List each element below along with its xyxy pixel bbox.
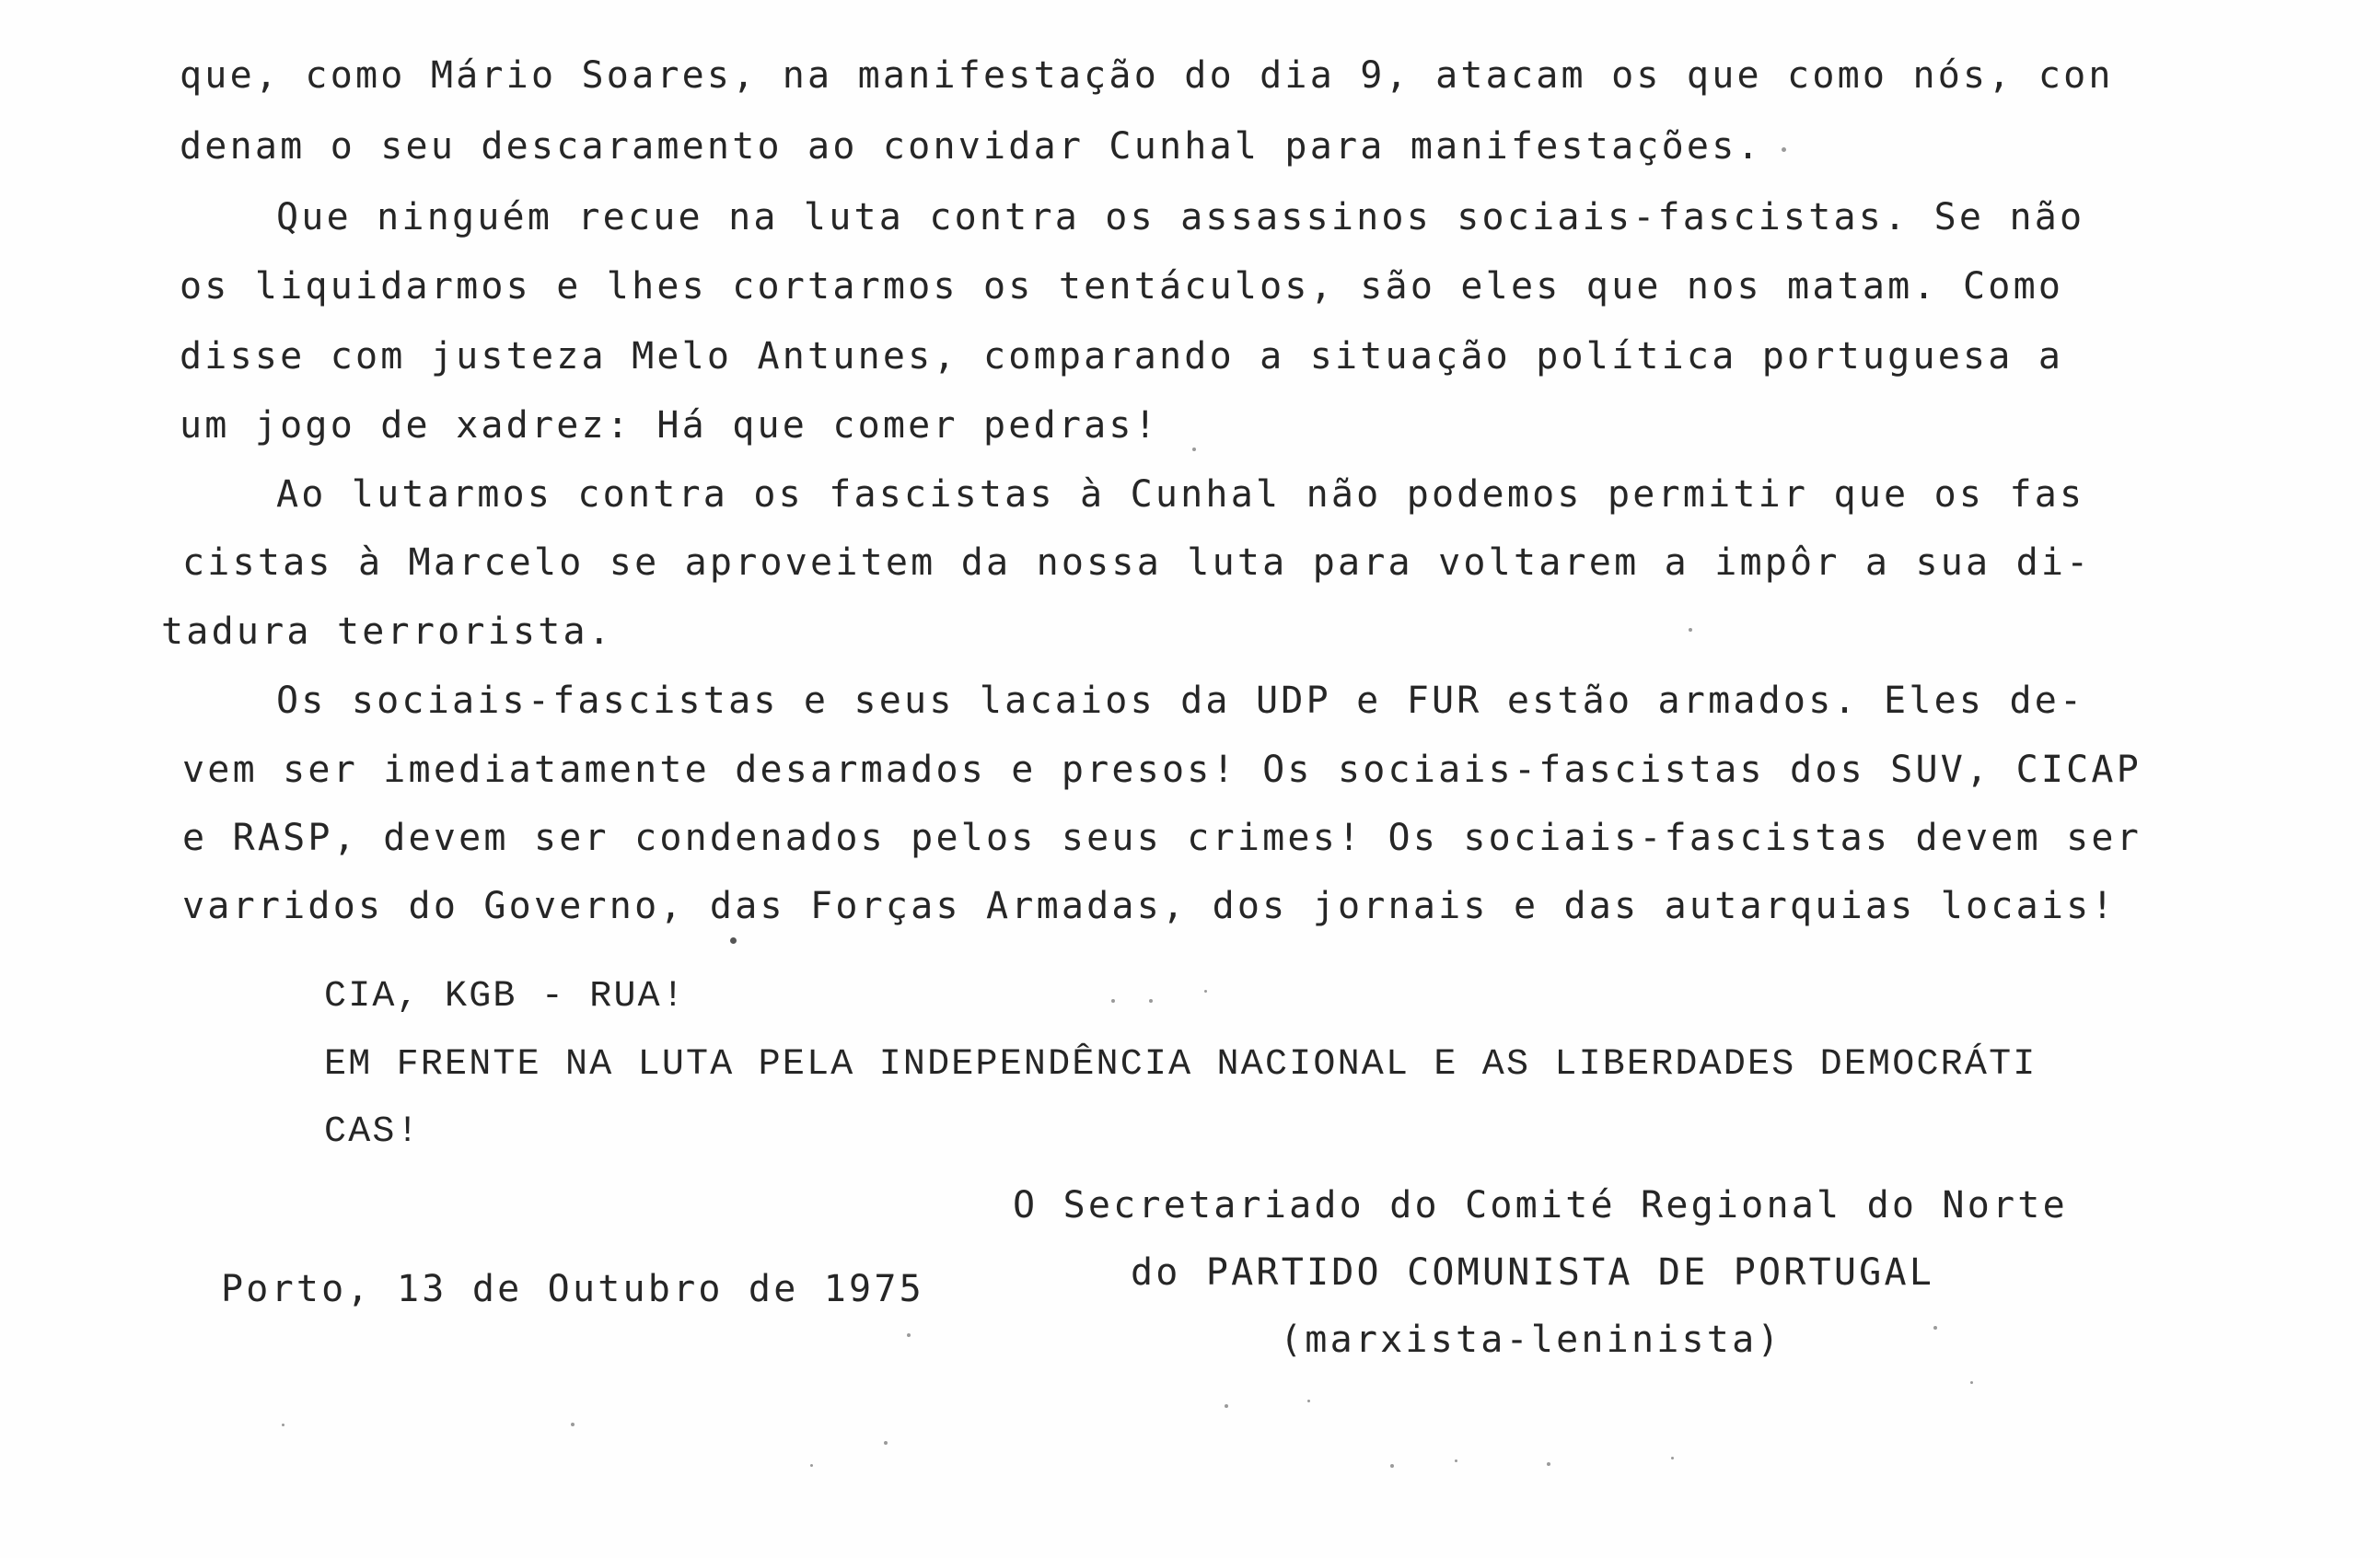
text-line: Os sociais-fascistas e seus lacaios da UDP e FUR estão armados. Eles de-	[276, 680, 2085, 722]
paper-speck	[1111, 999, 1115, 1003]
text-line: os liquidarmos e lhes cortarmos os tentáculos, são eles que nos matam. Como	[180, 265, 2064, 308]
text-line: denam o seu descaramento ao convidar Cunhal para manifestações.	[180, 125, 1762, 168]
paper-speck	[1149, 999, 1153, 1003]
paper-speck	[1390, 1464, 1394, 1468]
paper-speck	[1782, 147, 1786, 152]
paper-speck	[810, 1464, 813, 1467]
signature-line: do PARTIDO COMUNISTA DE PORTUGAL	[1131, 1251, 1935, 1294]
paper-speck	[1307, 1400, 1310, 1402]
text-line: vem ser imediatamente desarmados e presos! Os sociais-fascistas dos SUV, CICAP	[182, 749, 2142, 791]
paper-speck	[1933, 1326, 1937, 1330]
paper-speck	[1970, 1381, 1973, 1384]
text-line: e RASP, devem ser condenados pelos seus crimes! Os sociais-fascistas devem ser	[182, 817, 2142, 859]
paper-speck	[282, 1424, 284, 1426]
text-line: cistas à Marcelo se aproveitem da nossa luta para voltarem a impôr a sua di-	[182, 541, 2092, 584]
text-line: que, como Mário Soares, na manifestação do dia 9, atacam os que como nós, con	[180, 54, 2114, 97]
place-date: Porto, 13 de Outubro de 1975	[221, 1268, 924, 1310]
text-line: Ao lutarmos contra os fascistas à Cunhal não podemos permitir que os fas	[276, 473, 2085, 516]
paper-speck	[1671, 1457, 1674, 1459]
paper-speck	[1192, 448, 1196, 451]
slogan-line: CIA, KGB - RUA!	[324, 976, 687, 1017]
paper-speck	[1689, 628, 1692, 632]
text-line: tadura terrorista.	[161, 610, 614, 653]
paper-speck	[1547, 1462, 1550, 1466]
signature-line: O Secretariado do Comité Regional do Norte	[1013, 1184, 2068, 1227]
paper-speck	[884, 1441, 888, 1445]
paper-speck	[571, 1423, 575, 1426]
paper-speck	[1455, 1459, 1457, 1462]
signature-line: (marxista-leninista)	[1280, 1319, 1782, 1361]
paper-speck	[730, 937, 737, 944]
text-line: um jogo de xadrez: Há que comer pedras!	[180, 404, 1159, 447]
paper-speck	[1204, 990, 1207, 993]
slogan-line: EM FRENTE NA LUTA PELA INDEPENDÊNCIA NACIONAL E AS LIBERDADES DEMOCRÁTI	[324, 1044, 2038, 1086]
slogan-line: CAS!	[324, 1111, 421, 1153]
text-line: varridos do Governo, das Forças Armadas, dos jornais e das autarquias locais!	[182, 885, 2117, 927]
paper-speck	[1225, 1404, 1228, 1408]
text-line: Que ninguém recue na luta contra os assassinos sociais-fascistas. Se não	[276, 196, 2085, 238]
text-line: disse com justeza Melo Antunes, comparando a situação política portuguesa a	[180, 335, 2064, 378]
paper-speck	[907, 1333, 911, 1337]
